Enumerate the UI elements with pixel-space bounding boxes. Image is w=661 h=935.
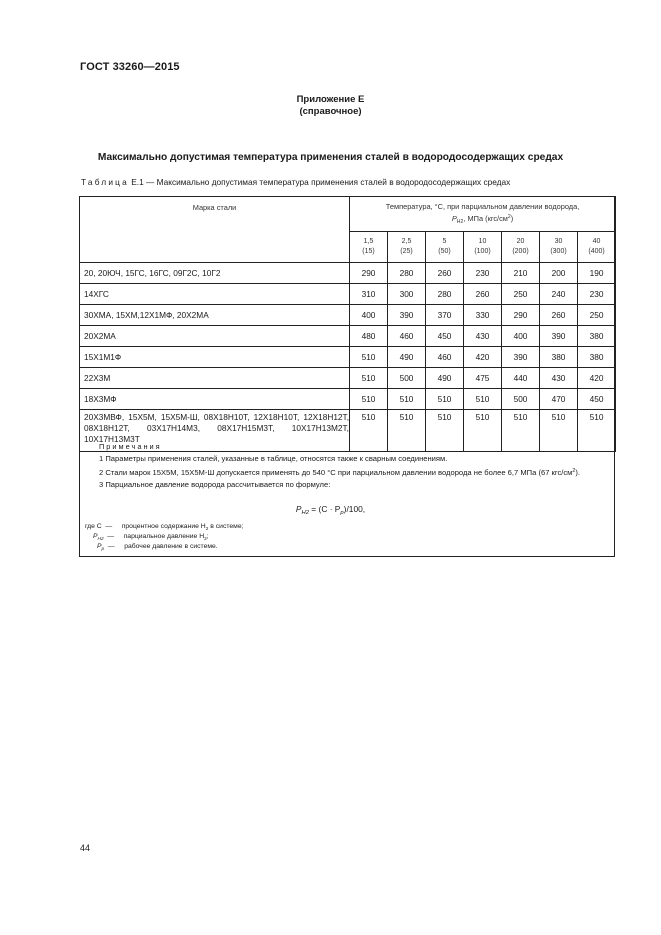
value-cell: 210 — [502, 263, 540, 284]
legend-ph2: $P_{H2}$ — парциальное давление $H_2$; — [93, 533, 209, 542]
value-cell: 250 — [578, 305, 616, 326]
table-caption-text: Е.1 — Максимально допустимая температура применения сталей в водородосодержащих средах — [128, 177, 511, 187]
table-caption — [81, 177, 510, 187]
steel-grade-cell: 30ХМА, 15ХМ,12Х1МФ, 20Х2МА — [80, 305, 350, 326]
value-cell: 510 — [350, 410, 388, 452]
table-row — [80, 263, 616, 284]
steel-grade-cell: 20Х3МВФ, 15Х5М, 15Х5М-Ш, 08Х18Н10Т, 12Х18Н10Т, 12Х18Н12Т, 08Х18Н12Т, 03Х17Н14М3, 08Х17Н15М3Т, 10Х17Н13М2Т, 10Х17Н13М3Т — [80, 410, 350, 452]
temp-header-unit: , МПа (кгс/см — [463, 214, 508, 223]
temp-header-line1: Температура, °С, при парциальном давлении водорода, — [385, 202, 580, 211]
value-cell: 420 — [578, 368, 616, 389]
value-cell: 230 — [464, 263, 502, 284]
value-cell: 290 — [350, 263, 388, 284]
value-cell: 490 — [426, 368, 464, 389]
steel-grade-cell: 20, 20ЮЧ, 15ГС, 16ГС, 09Г2С, 10Г2 — [80, 263, 350, 284]
appendix-title: Приложение Е — [296, 94, 365, 105]
value-cell: 510 — [388, 410, 426, 452]
pressure-header: 20 (200) — [502, 232, 540, 263]
value-cell: 260 — [540, 305, 578, 326]
value-cell: 490 — [388, 347, 426, 368]
value-cell: 380 — [578, 326, 616, 347]
legend-pp: $P_p$ — рабочее давление в системе. — [97, 543, 218, 552]
table-row — [80, 305, 616, 326]
value-cell: 420 — [464, 347, 502, 368]
table-row — [80, 347, 616, 368]
temp-header-sub: H2 — [456, 219, 464, 225]
value-cell: 290 — [502, 305, 540, 326]
value-cell: 440 — [502, 368, 540, 389]
value-cell: 400 — [502, 326, 540, 347]
table-caption-label: Таблица — [81, 177, 129, 187]
value-cell: 390 — [388, 305, 426, 326]
value-cell: 260 — [464, 284, 502, 305]
value-cell: 475 — [464, 368, 502, 389]
value-cell: 390 — [540, 326, 578, 347]
value-cell: 500 — [388, 368, 426, 389]
value-cell: 470 — [540, 389, 578, 410]
value-cell: 260 — [426, 263, 464, 284]
note-3: 3 Парциальное давление водорода рассчитывается по формуле: — [99, 480, 331, 489]
value-cell: 190 — [578, 263, 616, 284]
temp-header-p: P — [451, 214, 457, 223]
pressure-header: 40 (400) — [578, 232, 616, 263]
note-2: 2 Стали марок 15Х5М, 15Х5М-Ш допускается применять до 540 °С при парциальном давлении водорода не более 6,7 МПа (67 кгс/$см^2$). — [99, 468, 580, 477]
steel-grade-cell: 18Х3МФ — [80, 389, 350, 410]
legend-c: где C — процентное содержание $H_2$ в системе; — [85, 523, 244, 532]
value-cell: 510 — [350, 389, 388, 410]
value-cell: 460 — [426, 347, 464, 368]
value-cell: 510 — [350, 368, 388, 389]
value-cell: 510 — [426, 389, 464, 410]
steel-grade-cell: 22Х3М — [80, 368, 350, 389]
steel-temperature-table — [79, 196, 616, 452]
appendix-note: (справочное) — [299, 106, 362, 117]
table-notes — [85, 441, 609, 491]
temperature-column-header — [350, 197, 616, 232]
notes-title: Примечания — [99, 442, 162, 451]
value-cell: 400 — [350, 305, 388, 326]
value-cell: 430 — [464, 326, 502, 347]
value-cell: 370 — [426, 305, 464, 326]
value-cell: 510 — [502, 410, 540, 452]
pressure-formula: $P_{H2} = (C \cdot P_p)/100$, — [295, 504, 366, 516]
value-cell: 280 — [388, 263, 426, 284]
pressure-header: 5 (50) — [426, 232, 464, 263]
value-cell: 510 — [464, 410, 502, 452]
pressure-header: 1,5 (15) — [350, 232, 388, 263]
grade-column-header: Марка стали — [80, 197, 350, 263]
value-cell: 510 — [578, 410, 616, 452]
value-cell: 380 — [540, 347, 578, 368]
value-cell: 510 — [426, 410, 464, 452]
value-cell: 280 — [426, 284, 464, 305]
steel-grade-cell: 15Х1М1Ф — [80, 347, 350, 368]
value-cell: 450 — [426, 326, 464, 347]
value-cell: 310 — [350, 284, 388, 305]
value-cell: 380 — [578, 347, 616, 368]
value-cell: 430 — [540, 368, 578, 389]
value-cell: 500 — [502, 389, 540, 410]
table-row — [80, 368, 616, 389]
table-row — [80, 326, 616, 347]
table-row — [80, 389, 616, 410]
value-cell: 240 — [540, 284, 578, 305]
value-cell: 510 — [464, 389, 502, 410]
value-cell: 200 — [540, 263, 578, 284]
value-cell: 510 — [388, 389, 426, 410]
note-1: 1 Параметры применения сталей, указанные в таблице, относятся также к сварным соединениям. — [99, 454, 448, 463]
value-cell: 510 — [540, 410, 578, 452]
table-row — [80, 284, 616, 305]
value-cell: 450 — [578, 389, 616, 410]
value-cell: 330 — [464, 305, 502, 326]
temp-header-end: ) — [510, 214, 514, 223]
temp-header-sup: 2 — [507, 214, 511, 220]
page-heading: Максимально допустимая температура применения сталей в водородосодержащих средах — [97, 152, 564, 163]
value-cell: 510 — [350, 347, 388, 368]
standard-code: ГОСТ 33260—2015 — [80, 61, 180, 73]
pressure-header: 2,5 (25) — [388, 232, 426, 263]
steel-grade-cell: 20Х2МА — [80, 326, 350, 347]
page-number: 44 — [80, 843, 91, 853]
value-cell: 250 — [502, 284, 540, 305]
pressure-header: 10 (100) — [464, 232, 502, 263]
steel-grade-cell: 14ХГС — [80, 284, 350, 305]
value-cell: 300 — [388, 284, 426, 305]
value-cell: 480 — [350, 326, 388, 347]
value-cell: 230 — [578, 284, 616, 305]
pressure-header: 30 (300) — [540, 232, 578, 263]
value-cell: 460 — [388, 326, 426, 347]
value-cell: 390 — [502, 347, 540, 368]
